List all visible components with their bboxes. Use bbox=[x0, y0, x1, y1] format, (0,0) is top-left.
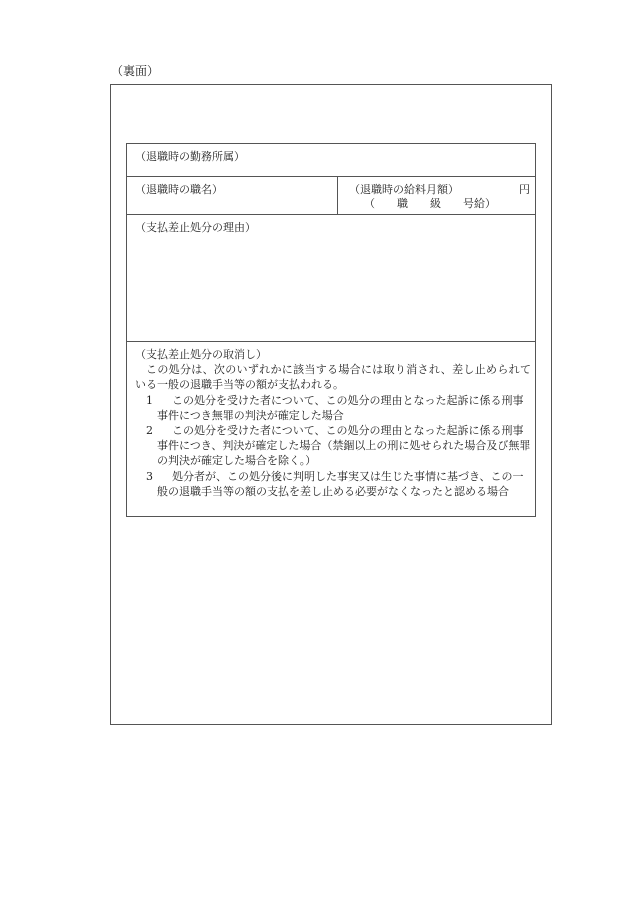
cancellation-item-3 bbox=[135, 469, 531, 499]
form-table bbox=[126, 143, 536, 517]
item-text: この処分を受けた者について、この処分の理由となった起訴に係る刑事事件につき無罪の判決が確定した場合 bbox=[157, 393, 524, 422]
item-text: この処分を受けた者について、この処分の理由となった起訴に係る刑事事件につき、判決が確定した場合（禁錮以上の刑に処せられた場合及び無罪の判決が確定した場合を除く。） bbox=[157, 424, 531, 468]
reason-field-label: （支払差止処分の理由） bbox=[135, 221, 256, 234]
item-number: 3 bbox=[146, 469, 153, 483]
page-side-label: （裏面） bbox=[111, 64, 160, 78]
row-divider bbox=[127, 341, 535, 342]
cancellation-intro: この処分は、次のいずれかに該当する場合には取り消され、差し止められている一般の退職手当等の額が支払われる。 bbox=[135, 363, 531, 392]
cancellation-item-2 bbox=[135, 423, 531, 469]
cancellation-heading: （支払差止処分の取消し） bbox=[135, 348, 267, 361]
item-text: 処分者が、この処分後に判明した事実又は生じた事情に基づき、この一般の退職手当等の額の支払を差し止める必要がなくなったと認める場合 bbox=[157, 469, 524, 498]
cancellation-item-1 bbox=[135, 393, 531, 423]
salary-unit-label: 円 bbox=[519, 183, 530, 196]
column-divider bbox=[337, 176, 338, 214]
item-number: 1 bbox=[146, 393, 153, 407]
row-divider bbox=[127, 214, 535, 215]
item-number: 2 bbox=[146, 424, 153, 438]
row-divider bbox=[127, 176, 535, 177]
workplace-field-label: （退職時の勤務所属） bbox=[135, 150, 245, 163]
salary-field-label: （退職時の給料月額） bbox=[349, 183, 459, 196]
position-field-label: （退職時の職名） bbox=[135, 183, 223, 196]
cancellation-section bbox=[135, 347, 531, 499]
grade-line: （ 職 級 号給） bbox=[364, 197, 496, 210]
